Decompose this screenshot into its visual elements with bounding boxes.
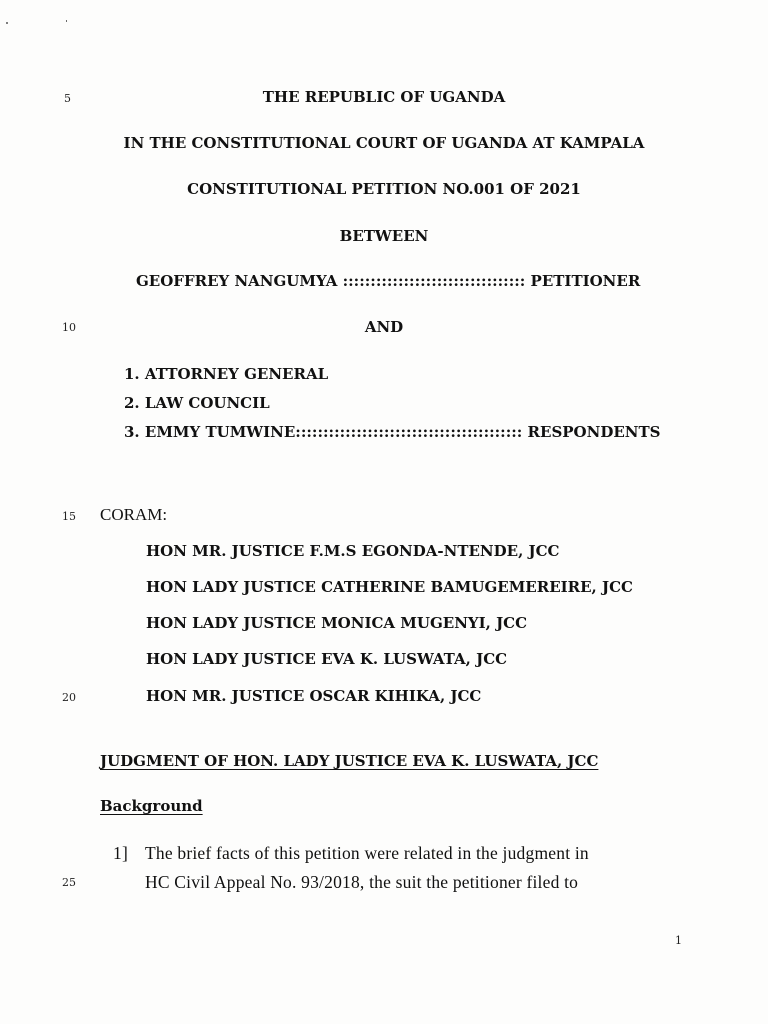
- justice-2: HON LADY JUSTICE CATHERINE BAMUGEMEREIRE, JCC: [146, 578, 633, 596]
- judgment-title: JUDGMENT OF HON. LADY JUSTICE EVA K. LUSWATA, JCC: [100, 752, 599, 770]
- republic-heading: THE REPUBLIC OF UGANDA: [262, 88, 506, 106]
- between-label: BETWEEN: [339, 227, 429, 245]
- justice-5: HON MR. JUSTICE OSCAR KIHIKA, JCC: [146, 687, 482, 705]
- page-number: 1: [675, 934, 682, 947]
- paragraph-line-2: HC Civil Appeal No. 93/2018, the suit the petitioner filed to: [145, 872, 579, 892]
- line-number-20: 20: [62, 691, 76, 704]
- line-number-15: 15: [62, 510, 76, 523]
- and-label: AND: [364, 318, 404, 336]
- background-heading: Background: [100, 797, 203, 815]
- coram-label: CORAM:: [100, 505, 168, 524]
- respondent-2: 2. LAW COUNCIL: [124, 394, 270, 412]
- justice-3: HON LADY JUSTICE MONICA MUGENYI, JCC: [146, 614, 528, 632]
- paragraph-number: 1]: [113, 843, 128, 863]
- respondent-3: 3. EMMY TUMWINE::::::::::::::::::::::::::::::::::::::::: RESPONDENTS: [124, 423, 661, 441]
- paragraph-line-1: The brief facts of this petition were related in the judgment in: [145, 843, 589, 863]
- line-number-5: 5: [64, 92, 71, 105]
- line-number-10: 10: [62, 321, 76, 334]
- scan-speck: [6, 22, 8, 24]
- petitioner-line: GEOFFREY NANGUMYA ::::::::::::::::::::::::::::::::: PETITIONER: [136, 272, 641, 290]
- line-number-25: 25: [62, 876, 76, 889]
- respondent-1: 1. ATTORNEY GENERAL: [124, 365, 329, 383]
- justice-1: HON MR. JUSTICE F.M.S EGONDA-NTENDE, JCC: [146, 542, 560, 560]
- court-heading: IN THE CONSTITUTIONAL COURT OF UGANDA AT KAMPALA: [123, 134, 645, 152]
- justice-4: HON LADY JUSTICE EVA K. LUSWATA, JCC: [146, 650, 508, 668]
- scan-speck: [66, 20, 67, 22]
- petition-number: CONSTITUTIONAL PETITION NO.001 OF 2021: [187, 180, 581, 198]
